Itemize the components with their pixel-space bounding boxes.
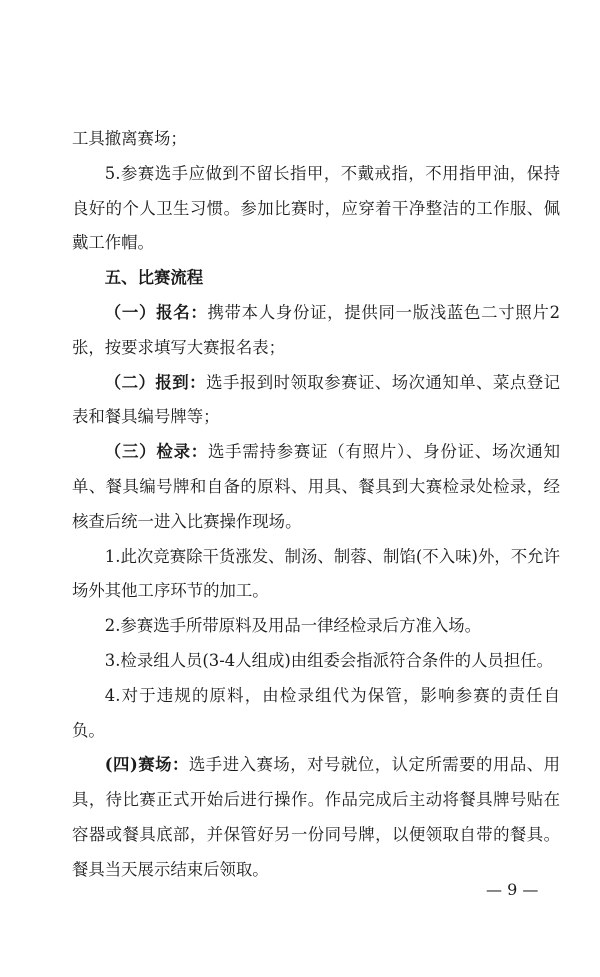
- step-registration: [72, 296, 560, 366]
- section-heading: 五、比赛流程: [104, 268, 204, 288]
- step-venue-text: 选手进入赛场，对号就位，认定所需要的用品、用具，待比赛正式开始后进行操作。作品完成后主动将餐具牌号贴在容器或餐具底部，并保管好另一份同号牌，以便领取自带的餐具。餐具当天展示结束后领取。: [72, 755, 561, 879]
- inspection-item-3: 3.检录组人员(3-4人组成)由组委会指派符合条件的人员担任。: [104, 650, 553, 670]
- inspection-item-2: 2.参赛选手所带原料及用品一律经检录后方准入场。: [104, 616, 482, 636]
- document-body: [72, 122, 560, 888]
- step-venue: [72, 748, 560, 887]
- inspection-item-1: 1.此次竞赛除干货涨发、制汤、制蓉、制馅(不入味)外，不允许场外其他工序环节的加工。: [72, 546, 560, 601]
- step-check-in: [72, 366, 560, 436]
- paragraph-continued: 工具撤离赛场；: [72, 129, 187, 148]
- step-registration-label: （一）报名：: [104, 302, 208, 322]
- step-check-in-text: 选手报到时领取参赛证、场次通知单、菜点登记表和餐具编号牌等；: [72, 372, 560, 427]
- step-inspection: [72, 435, 560, 539]
- inspection-item-4: 4.对于违规的原料，由检录组代为保管，影响参赛的责任自负。: [72, 685, 560, 740]
- step-inspection-label: （三）检录：: [104, 442, 208, 462]
- step-check-in-label: （二）报到：: [104, 372, 207, 392]
- step-venue-label: (四)赛场：: [104, 755, 189, 775]
- page-number: — 9 —: [486, 880, 539, 899]
- paragraph-item-5: 5.参赛选手应做到不留长指甲，不戴戒指，不用指甲油，保持良好的个人卫生习惯。参加比赛时，应穿着干净整洁的工作服、佩戴工作帽。: [72, 163, 560, 253]
- step-inspection-text: 选手需持参赛证（有照片）、身份证、场次通知单、餐具编号牌和自备的原料、用具、餐具到大赛检录处检录，经核查后统一进入比赛操作现场。: [72, 442, 560, 531]
- step-registration-text: 携带本人身份证，提供同一版浅蓝色二寸照片2张，按要求填写大赛报名表；: [72, 302, 560, 357]
